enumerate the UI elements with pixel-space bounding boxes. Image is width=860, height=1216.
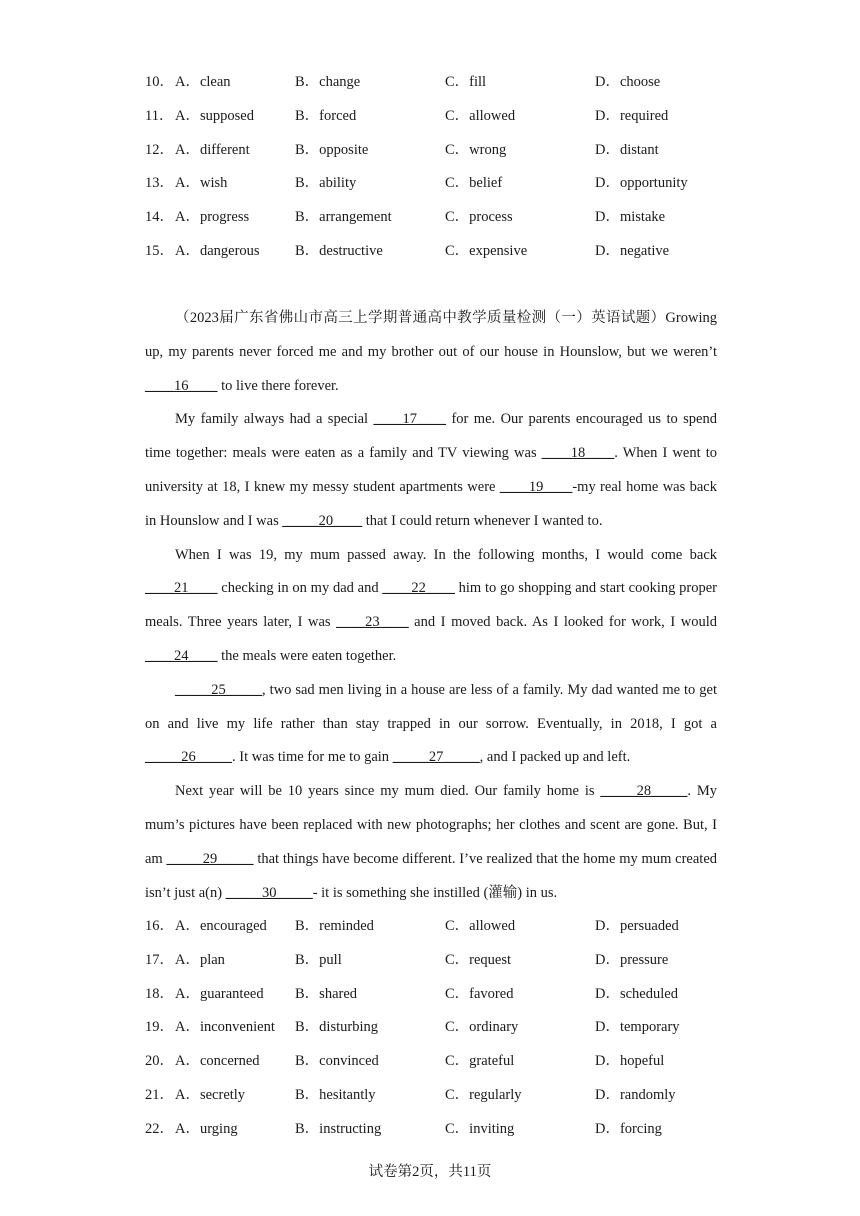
answer-blank[interactable]: _____26_____ — [145, 749, 232, 766]
option-d[interactable]: D．persuaded — [595, 918, 679, 934]
answer-blank[interactable]: _____20____ — [282, 512, 363, 529]
answer-blank[interactable]: ____19____ — [499, 478, 573, 495]
option-c[interactable]: C．wrong — [445, 141, 507, 158]
option-a[interactable]: A．different — [175, 141, 250, 158]
question-row — [145, 100, 725, 134]
passage-text: that I could return whenever I wanted to. — [362, 512, 603, 529]
question-number: 12． — [145, 141, 174, 158]
passage-text: , two sad men living in a house are less of a family. My dad wanted me to get on and live my life rather than stay trapped in our sorrow. Eventually, in 2018, I got a — [145, 681, 717, 732]
option-b[interactable]: B．hesitantly — [295, 1086, 376, 1103]
passage-text: . It was time for me to gain — [232, 749, 393, 766]
question-number: 22． — [145, 1120, 174, 1137]
option-d[interactable]: D．opportunity — [595, 175, 688, 192]
question-row — [145, 201, 725, 235]
passage-text: the meals were eaten together. — [217, 647, 397, 664]
passage-text: . My mum’s pictures have been replaced with new photographs; her clothes and scent are gone. But, I am — [145, 783, 717, 867]
question-row — [145, 1113, 725, 1147]
option-b[interactable]: B．reminded — [295, 918, 374, 934]
question-row — [145, 167, 725, 201]
passage-text: . When I went to university at 18, I knew my messy student apartments were — [145, 445, 718, 495]
passage-text: and I moved back. As I looked for work, I would — [408, 614, 718, 631]
passage-text: that things have become different. I’ve realized that the home my mum created isn’t just a(n) — [145, 850, 717, 901]
passage-text: - it is something she instilled (灌输) in us. — [312, 884, 558, 901]
question-number: 16． — [145, 918, 174, 934]
answer-blank[interactable]: _____28_____ — [600, 783, 688, 800]
answer-blank[interactable]: _____30_____ — [225, 884, 313, 901]
option-a[interactable]: A．concerned — [175, 1053, 260, 1070]
passage-text: （2023届广东省佛山市高三上学期普通高中教学质量检测（一）英语试题）Growing up, my parents never forced me and my brother out of our house in Hounslow, but we weren’t — [145, 310, 717, 360]
option-c[interactable]: C．favored — [445, 985, 514, 1002]
option-d[interactable]: D．required — [595, 107, 669, 124]
question-row — [145, 66, 725, 100]
option-c[interactable]: C．allowed — [445, 918, 516, 934]
option-a[interactable]: A．plan — [175, 951, 225, 968]
passage-text: , and I packed up and left. — [479, 749, 631, 766]
question-row — [145, 978, 725, 1012]
option-c[interactable]: C．grateful — [445, 1053, 515, 1070]
answer-blank[interactable]: ____18____ — [541, 445, 615, 462]
passage-paragraph-1 — [145, 302, 717, 403]
option-b[interactable]: B．arrangement — [295, 209, 392, 226]
option-a[interactable]: A．encouraged — [175, 918, 267, 934]
option-b[interactable]: B．disturbing — [295, 1019, 378, 1036]
question-row — [145, 235, 725, 269]
option-a[interactable]: A．dangerous — [175, 242, 260, 259]
cloze-passage — [145, 302, 717, 910]
option-d[interactable]: D．distant — [595, 141, 659, 158]
option-d[interactable]: D．temporary — [595, 1019, 680, 1036]
passage-paragraph-4 — [145, 674, 717, 775]
page-footer: 试卷第2页，共11页 — [368, 1164, 492, 1180]
option-a[interactable]: A．urging — [175, 1120, 238, 1137]
question-number: 13． — [145, 175, 174, 192]
option-a[interactable]: A．clean — [175, 74, 231, 90]
question-row — [145, 134, 725, 168]
option-d[interactable]: D．randomly — [595, 1086, 676, 1103]
option-a[interactable]: A．wish — [175, 175, 228, 192]
question-row — [145, 1011, 725, 1045]
question-number: 10． — [145, 74, 174, 90]
option-b[interactable]: B．change — [295, 74, 361, 90]
option-b[interactable]: B．ability — [295, 175, 357, 192]
option-c[interactable]: C．expensive — [445, 242, 528, 259]
question-number: 20． — [145, 1053, 174, 1070]
option-c[interactable]: C．regularly — [445, 1086, 522, 1103]
option-b[interactable]: B．shared — [295, 985, 358, 1002]
option-d[interactable]: D．choose — [595, 74, 661, 90]
question-number: 14． — [145, 209, 174, 226]
option-a[interactable]: A．supposed — [175, 107, 254, 124]
option-d[interactable]: D．negative — [595, 242, 670, 259]
answer-blank[interactable]: ____21____ — [145, 580, 218, 597]
answer-blank[interactable]: _____25_____ — [175, 681, 262, 698]
question-number: 21． — [145, 1086, 174, 1103]
option-d[interactable]: D．mistake — [595, 209, 666, 226]
question-row — [145, 1079, 725, 1113]
option-c[interactable]: C．allowed — [445, 107, 516, 124]
question-number: 15． — [145, 242, 174, 259]
option-d[interactable]: D．hopeful — [595, 1053, 665, 1070]
answer-blank[interactable]: ____16____ — [145, 377, 218, 394]
option-a[interactable]: A．inconvenient — [175, 1019, 275, 1036]
passage-text: for me. Our parents encouraged us to spend time together: meals were eaten as a family and TV viewing was — [145, 411, 717, 462]
option-b[interactable]: B．destructive — [295, 242, 383, 259]
option-b[interactable]: B．opposite — [295, 141, 369, 158]
option-a[interactable]: A．guaranteed — [175, 985, 264, 1002]
option-d[interactable]: D．pressure — [595, 951, 669, 968]
question-number: 19． — [145, 1019, 174, 1036]
answer-blank[interactable]: ____17____ — [373, 411, 447, 428]
option-a[interactable]: A．progress — [175, 209, 250, 226]
question-row — [145, 1045, 725, 1079]
answer-blank[interactable]: _____27_____ — [392, 749, 480, 766]
passage-text: -my real home was back in Hounslow and I was — [145, 478, 717, 529]
answer-blank[interactable]: ____23____ — [336, 614, 409, 631]
question-number: 11． — [145, 107, 174, 124]
passage-paragraph-5 — [145, 775, 717, 910]
question-number: 18． — [145, 985, 174, 1002]
passage-text: My family always had a special — [175, 411, 374, 428]
option-b[interactable]: B．pull — [295, 951, 342, 968]
question-row — [145, 944, 725, 978]
question-options-top — [145, 66, 725, 269]
option-c[interactable]: C．inviting — [445, 1120, 515, 1137]
question-number: 17． — [145, 951, 174, 968]
option-c[interactable]: C．belief — [445, 175, 503, 192]
option-c[interactable]: C．fill — [445, 74, 487, 90]
option-b[interactable]: B．forced — [295, 107, 357, 124]
option-c[interactable]: C．process — [445, 209, 513, 226]
passage-text: Next year will be 10 years since my mum died. Our family home is — [175, 783, 601, 800]
answer-blank[interactable]: ____22____ — [382, 580, 455, 597]
passage-text: When I was 19, my mum passed away. In the following months, I would come back — [175, 546, 717, 563]
answer-blank[interactable]: _____29_____ — [166, 850, 254, 867]
passage-paragraph-2 — [145, 403, 717, 538]
option-d[interactable]: D．forcing — [595, 1120, 662, 1137]
passage-text: checking in on my dad and — [217, 580, 383, 597]
passage-text: him to go shopping and start cooking proper meals. Three years later, I was — [145, 580, 717, 631]
option-d[interactable]: D．scheduled — [595, 985, 678, 1002]
option-b[interactable]: B．instructing — [295, 1120, 382, 1137]
passage-text: to live there forever. — [217, 377, 339, 394]
passage-paragraph-3 — [145, 539, 717, 674]
option-c[interactable]: C．ordinary — [445, 1019, 519, 1036]
answer-blank[interactable]: ____24____ — [145, 647, 218, 664]
option-a[interactable]: A．secretly — [175, 1086, 246, 1103]
option-c[interactable]: C．request — [445, 951, 512, 968]
question-options-bottom — [145, 910, 725, 1147]
option-b[interactable]: B．convinced — [295, 1053, 379, 1070]
question-row — [145, 910, 725, 944]
